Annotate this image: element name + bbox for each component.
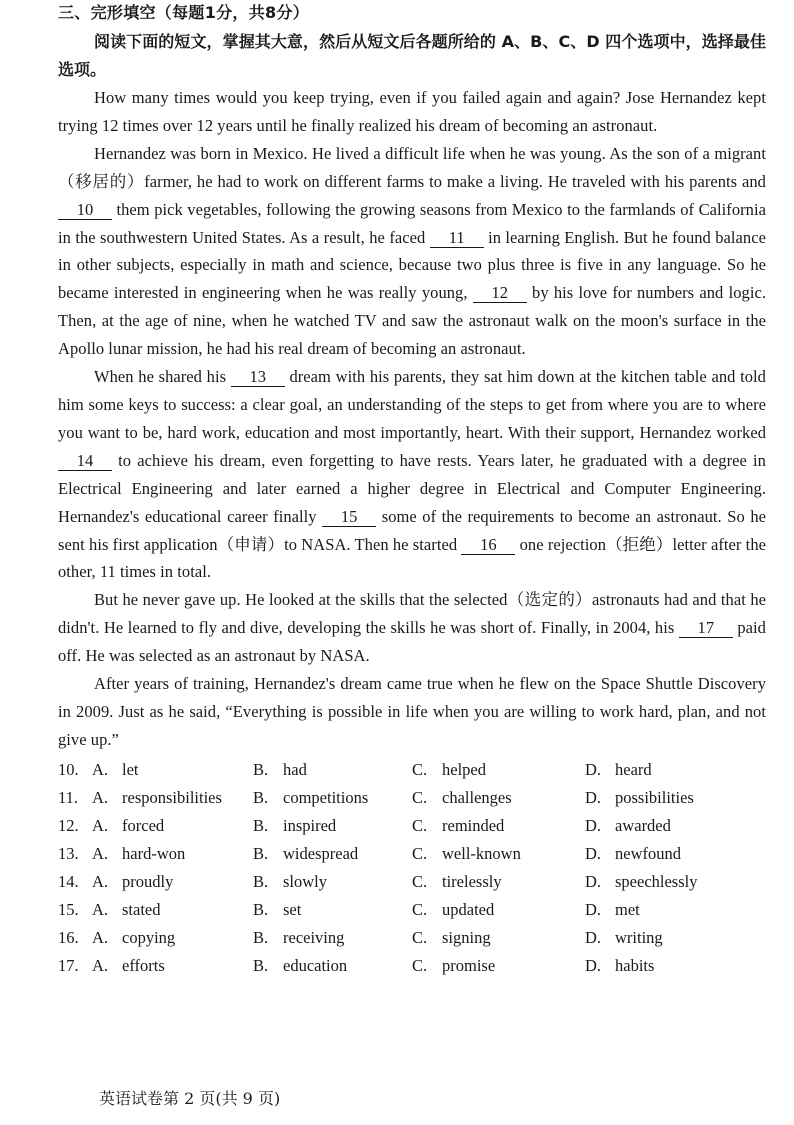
question-number: 16. [58,927,79,947]
option-text: forced [122,815,165,835]
option-a[interactable] [92,952,253,980]
option-letter: C. [412,955,428,975]
question-number: 12. [58,815,79,835]
option-a[interactable] [92,924,253,952]
question-number: 13. [58,843,79,863]
question-row [58,756,766,784]
option-c[interactable] [412,756,585,784]
option-a[interactable] [92,784,253,812]
option-b[interactable] [253,952,412,980]
option-letter: D. [585,955,602,975]
passage-paragraph-3 [58,363,766,586]
passage-text: But he never gave up. He looked at the skills that the selected（选定的）astronauts had and that he didn't. He learned to fly and dive, developing the skills he was short of. Finally, in 2004, his [58,590,766,638]
option-letter: B. [253,927,269,947]
option-letter: D. [585,871,602,891]
exam-page [58,0,766,980]
section-title: 三、完形填空（每题1分，共8分） [58,3,310,22]
option-text: had [283,759,307,779]
option-text: writing [615,927,663,947]
passage-text: one rejection（拒绝）letter after the other, 11 times in total. [58,534,766,582]
option-text: stated [122,899,161,919]
question-number: 14. [58,871,79,891]
passage-paragraph-4 [58,586,766,670]
option-text: updated [442,899,495,919]
option-text: education [283,955,348,975]
option-letter: A. [92,955,109,975]
blank-15: 15 [322,508,376,527]
option-text: let [122,759,139,779]
cloze-passage [58,84,766,754]
option-letter: A. [92,899,109,919]
option-text: habits [615,955,655,975]
passage-text: in learning English. But he found balance in other subjects, especially in math and science, because two plus three is five in any language. So he became interested in engineering when he was really young, [58,227,766,303]
question-number: 17. [58,955,79,975]
answer-options [58,756,766,980]
option-text: efforts [122,955,165,975]
option-letter: C. [412,899,428,919]
option-text: inspired [283,815,337,835]
option-d[interactable] [585,840,735,868]
option-text: helped [442,759,486,779]
option-c[interactable] [412,952,585,980]
option-letter: B. [253,955,269,975]
passage-text: When he shared his [94,367,227,387]
option-letter: A. [92,927,109,947]
option-text: competitions [283,787,369,807]
question-row [58,784,766,812]
option-letter: B. [253,815,269,835]
option-letter: C. [412,759,428,779]
option-d[interactable] [585,952,735,980]
option-c[interactable] [412,812,585,840]
option-a[interactable] [92,896,253,924]
option-a[interactable] [92,840,253,868]
option-d[interactable] [585,896,735,924]
option-text: signing [442,927,491,947]
section-instruction: 阅读下面的短文，掌握其大意，然后从短文后各题所给的 A、B、C、D 四个选项中，选择最佳选项。 [58,32,766,79]
passage-text: by his love for numbers and logic. Then, at the age of nine, when he watched TV and saw the astronaut walk on the moon's surface in the Apollo lunar mission, he had his real dream of becoming an astronaut. [58,283,767,359]
option-letter: C. [412,843,428,863]
option-b[interactable] [253,840,412,868]
option-text: possibilities [615,787,694,807]
question-row [58,840,766,868]
option-text: awarded [615,815,671,835]
question-number: 10. [58,759,79,779]
option-text: copying [122,927,176,947]
option-c[interactable] [412,784,585,812]
option-text: tirelessly [442,871,502,891]
option-d[interactable] [585,812,735,840]
option-letter: B. [253,871,269,891]
option-letter: D. [585,787,602,807]
question-row [58,924,766,952]
option-letter: C. [412,871,428,891]
option-letter: A. [92,759,109,779]
option-letter: D. [585,815,602,835]
blank-17: 17 [679,619,733,638]
option-text: receiving [283,927,345,947]
passage-text: them pick vegetables, following the growing seasons from Mexico to the farmlands of California in the southwestern United States. As a result, he faced [58,199,766,247]
option-c[interactable] [412,840,585,868]
option-letter: B. [253,899,269,919]
passage-text: dream with his parents, they sat him down at the kitchen table and told him some keys to success: a clear goal, an understanding of the steps to get from where you are to where you want to be, hard work, education and most importantly, heart. With their support, Hernandez worked [58,367,766,442]
option-letter: C. [412,927,428,947]
option-text: set [283,899,302,919]
option-letter: C. [412,787,428,807]
option-text: newfound [615,843,681,863]
option-c[interactable] [412,924,585,952]
passage-text: some of the requirements to become an astronaut. So he sent his first application（申请）to NASA. Then he started [58,506,766,554]
page-footer: 英语试卷第 2 页(共 9 页) [99,1089,281,1108]
option-letter: B. [253,843,269,863]
option-text: widespread [283,843,359,863]
blank-16: 16 [461,536,515,555]
option-letter: D. [585,843,602,863]
option-a[interactable] [92,812,253,840]
option-d[interactable] [585,868,735,896]
option-b[interactable] [253,784,412,812]
option-letter: B. [253,787,269,807]
blank-10: 10 [58,201,112,220]
option-letter: D. [585,927,602,947]
blank-14: 14 [58,452,112,471]
option-d[interactable] [585,784,735,812]
option-letter: A. [92,815,109,835]
option-c[interactable] [412,868,585,896]
option-d[interactable] [585,924,735,952]
blank-13: 13 [231,368,285,387]
option-a[interactable] [92,756,253,784]
passage-text: paid off. He was selected as an astronaut by NASA. [58,618,766,666]
blank-12: 12 [473,284,527,303]
option-letter: D. [585,759,602,779]
passage-paragraph-5: After years of training, Hernandez's dream came true when he flew on the Space Shuttle Discovery in 2009. Just as he said, “Everything is possible in life when you are willing to work hard, plan, and not give up.” [58,674,766,749]
option-text: promise [442,955,496,975]
option-text: met [615,899,640,919]
option-text: reminded [442,815,505,835]
question-number: 15. [58,899,79,919]
option-letter: A. [92,787,109,807]
option-text: well-known [442,843,521,863]
option-letter: A. [92,843,109,863]
passage-paragraph-2 [58,140,766,363]
question-row [58,868,766,896]
option-b[interactable] [253,924,412,952]
option-c[interactable] [412,896,585,924]
option-letter: C. [412,815,428,835]
option-b[interactable] [253,812,412,840]
question-row [58,952,766,980]
option-text: slowly [283,871,328,891]
option-text: heard [615,759,652,779]
option-text: hard-won [122,843,186,863]
option-b[interactable] [253,868,412,896]
option-b[interactable] [253,756,412,784]
passage-paragraph-1: How many times would you keep trying, even if you failed again and again? Jose Hernandez kept trying 12 times over 12 years until he finally realized his dream of becoming an astronaut. [58,88,766,135]
passage-text: Hernandez was born in Mexico. He lived a difficult life when he was young. As the son of a migrant（移居的）farmer, he had to work on different farms to make a living. He traveled with his parents and [58,143,766,191]
option-text: speechlessly [615,871,698,891]
option-d[interactable] [585,756,735,784]
question-row [58,812,766,840]
option-letter: D. [585,899,602,919]
question-number: 11. [58,787,79,807]
option-letter: B. [253,759,269,779]
blank-11: 11 [430,229,484,248]
option-text: challenges [442,787,512,807]
option-text: proudly [122,871,174,891]
passage-text: to achieve his dream, even forgetting to have rests. Years later, he graduated with a degree in Electrical Engineering and later earned a higher degree in Electrical and Computer Engineering. Hernandez's educational career finally [58,450,766,526]
option-text: responsibilities [122,787,222,807]
option-a[interactable] [92,868,253,896]
option-b[interactable] [253,896,412,924]
option-letter: A. [92,871,109,891]
question-row [58,896,766,924]
